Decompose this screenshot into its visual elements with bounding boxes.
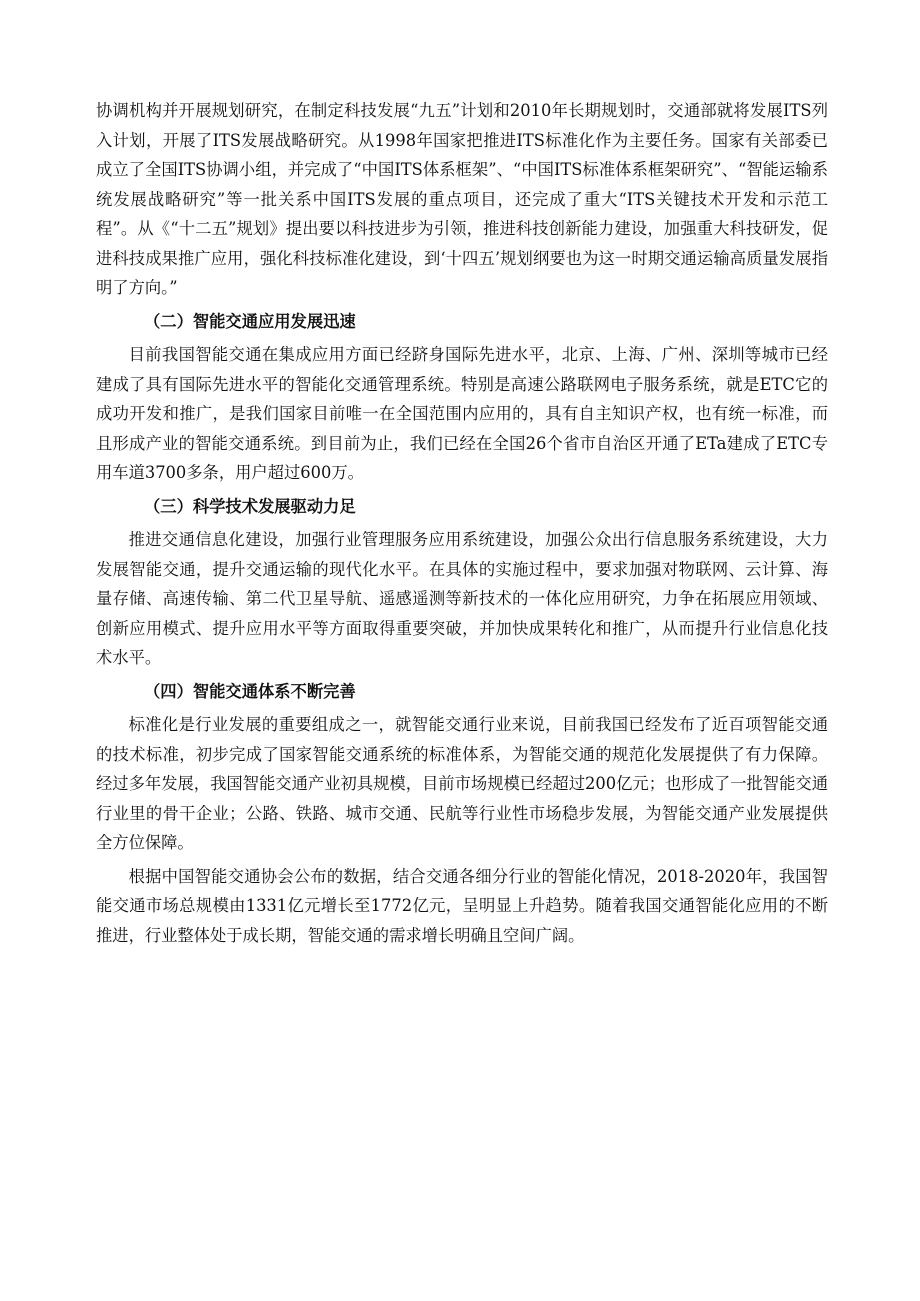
paragraph-system: 标准化是行业发展的重要组成之一，就智能交通行业来说，目前我国已经发布了近百项智能交通的技术标准，初步完成了国家智能交通系统的标准体系，为智能交通的规范化发展提供了有力保障。经过多年发展，我国智能交通产业初具规模，目前市场规模已经超过200亿元；也形成了一批智能交通行业里的骨干企业；公路、铁路、城市交通、民航等行业性市场稳步发展，为智能交通产业发展提供全方位保障。 (96, 715, 828, 852)
paragraph-its-history: 协调机构并开展规划研究，在制定科技发展“九五”计划和2010年长期规划时，交通部就将发展ITS列入计划，开展了ITS发展战略研究。从1998年国家把推进ITS标准化作为主要任务。国家有关部委已成立了全国ITS协调小组，并完成了“中国ITS体系框架”、“中国ITS标准体系框架研究”、“智能运输系统发展战略研究”等一批关系中国ITS发展的重点项目，还完成了重大“ITS关键技术开发和示范工程”。从《“十二五”规划》提出要以科技进步为引领，推进科技创新能力建设，加强重大科技研发，促进科技成果推广应用，强化科技标准化建设，到‘十四五’规划纲要也为这一时期交通运输高质量发展指明了方向。” (96, 101, 828, 297)
paragraph-technology: 推进交通信息化建设，加强行业管理服务应用系统建设，加强公众出行信息服务系统建设，大力发展智能交通，提升交通运输的现代化水平。在具体的实施过程中，要求加强对物联网、云计算、海量存储、高速传输、第二代卫星导航、遥感遥测等新技术的一体化应用研究，力争在拓展应用领域、创新应用模式、提升应用水平等方面取得重要突破，并加快成果转化和推广，从而提升行业信息化技术水平。 (96, 530, 828, 667)
section-heading-technology: （三）科学技术发展驱动力足 (144, 496, 356, 516)
paragraph-application: 目前我国智能交通在集成应用方面已经跻身国际先进水平，北京、上海、广州、深圳等城市已经建成了具有国际先进水平的智能化交通管理系统。特别是高速公路联网电子服务系统，就是ETC它的成功开发和推广，是我们国家目前唯一在全国范围内应用的，具有自主知识产权，也有统一标准，而且形成产业的智能交通系统。到目前为止，我们已经在全国26个省市自治区开通了ETa建成了ETC专用车道3700多条，用户超过600万。 (96, 345, 828, 482)
paragraph-market-size: 根据中国智能交通协会公布的数据，结合交通各细分行业的智能化情况，2018-2020年，我国智能交通市场总规模由1331亿元增长至1772亿元，呈明显上升趋势。随着我国交通智能化应用的不断推进，行业整体处于成长期，智能交通的需求增长明确且空间广阔。 (96, 866, 828, 945)
document-page (96, 96, 828, 950)
section-heading-application: （二）智能交通应用发展迅速 (144, 311, 356, 331)
section-heading-system: （四）智能交通体系不断完善 (144, 681, 356, 701)
